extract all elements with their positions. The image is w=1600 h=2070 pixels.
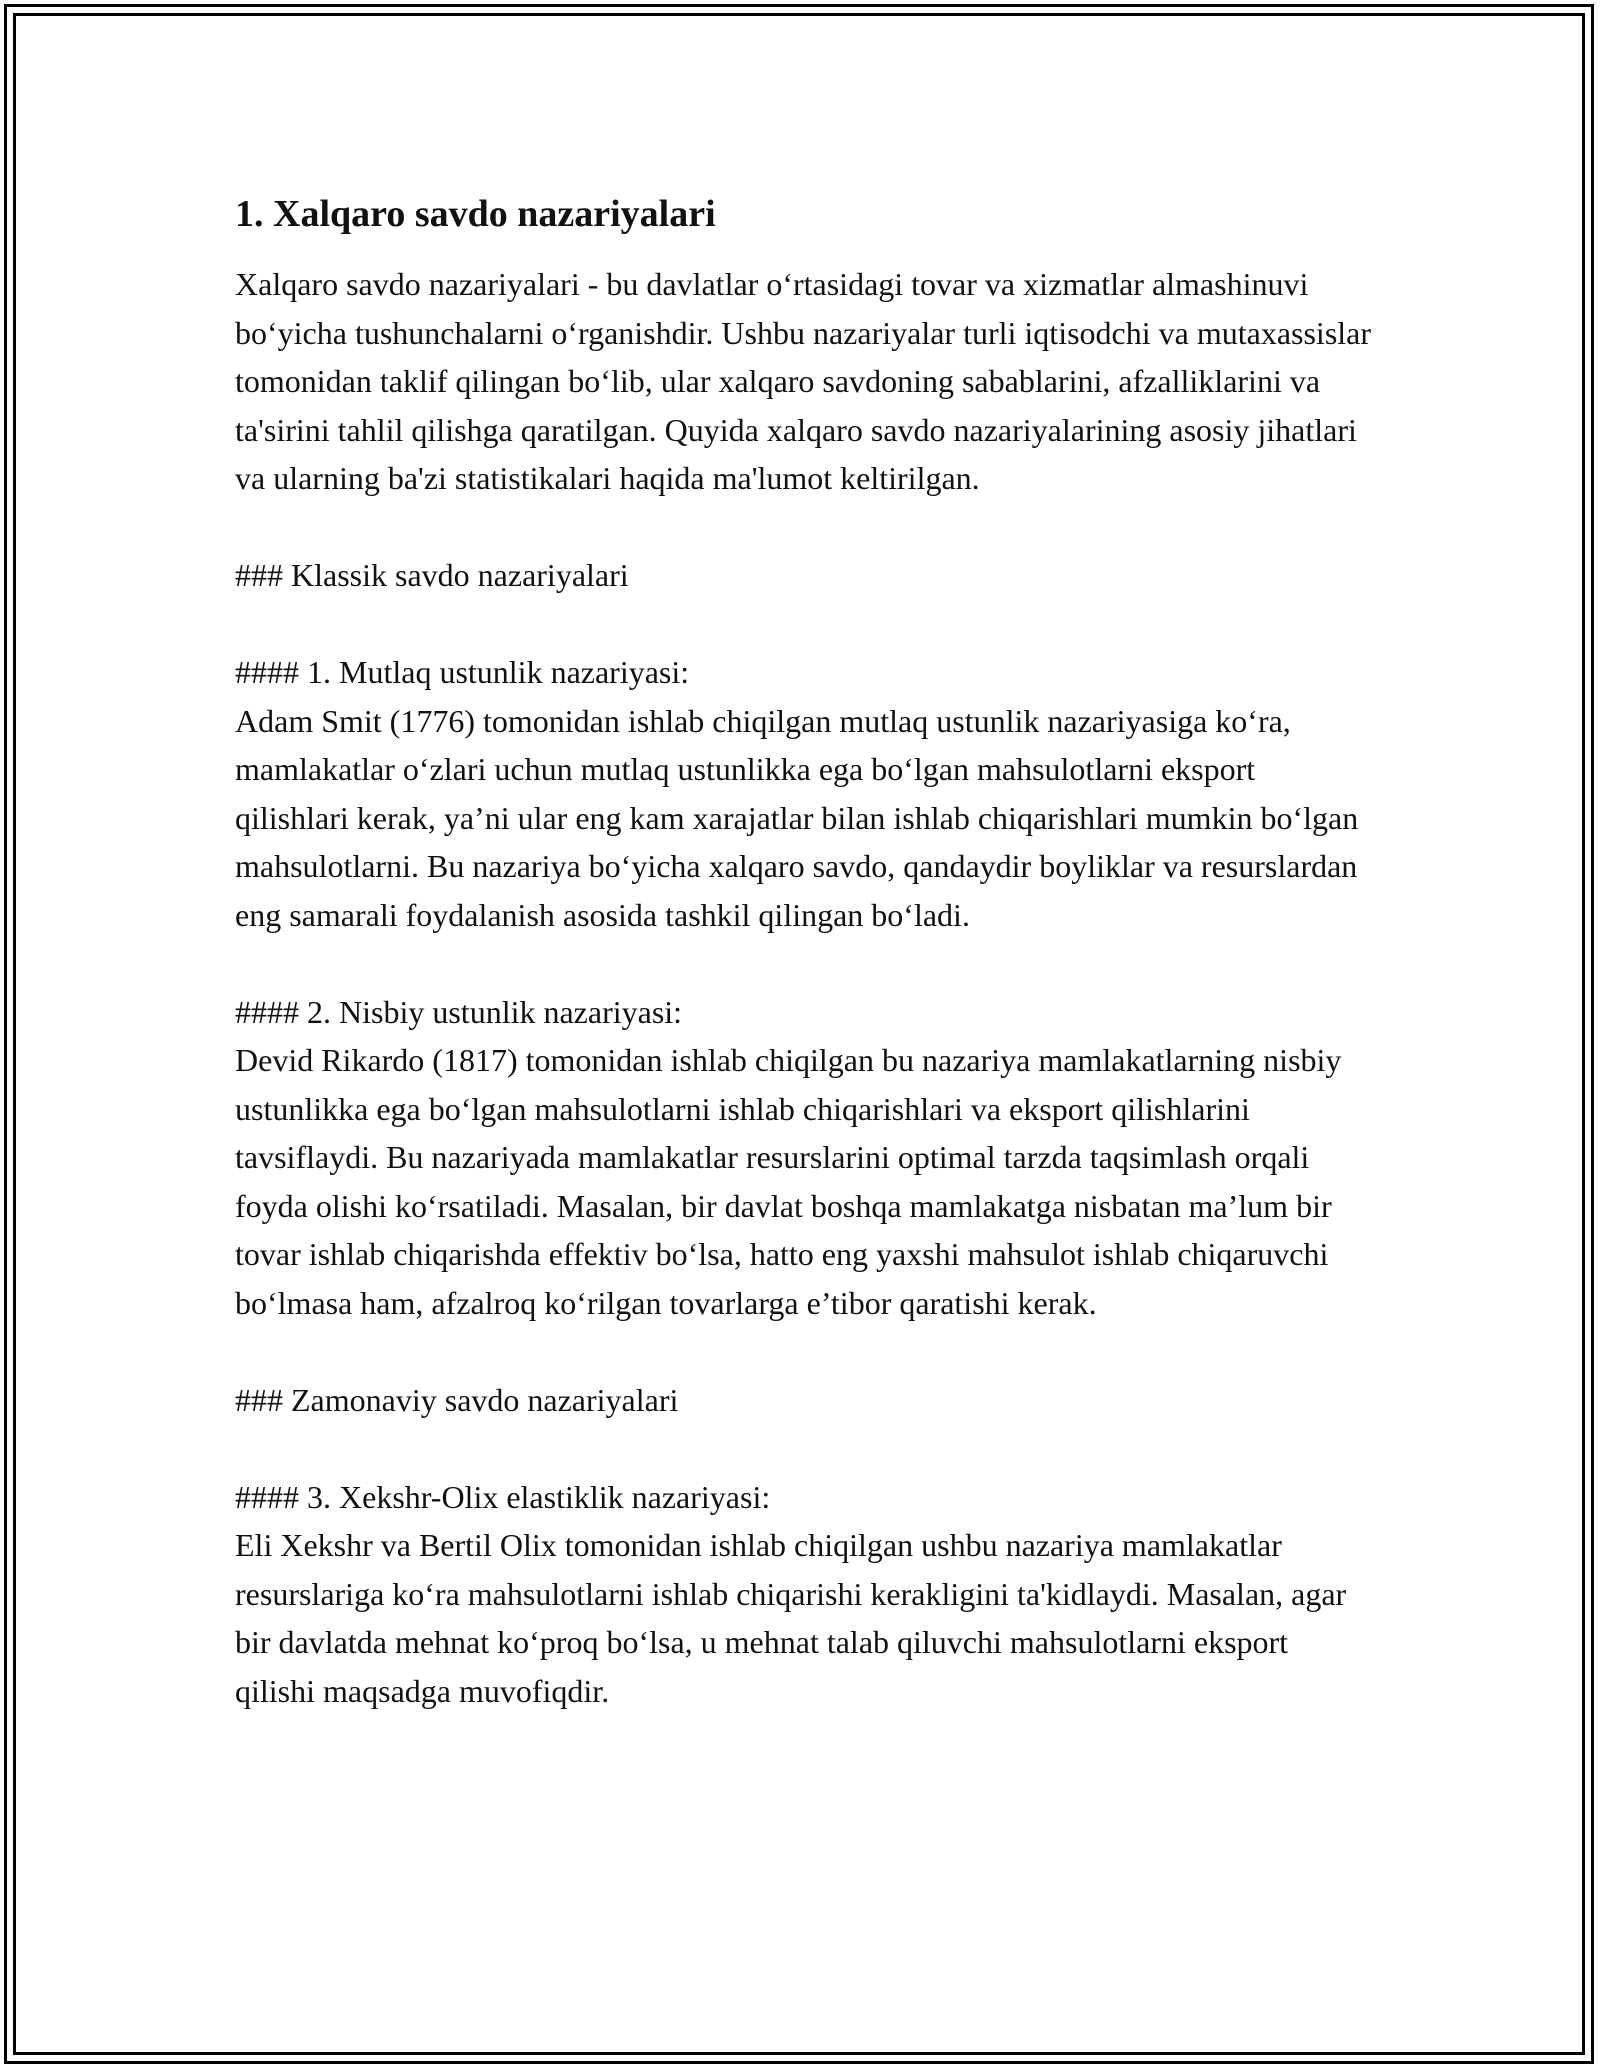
- subsection-body-absolute-advantage: Adam Smit (1776) tomonidan ishlab chiqilgan mutlaq ustunlik nazariyasiga ko‘ra, mamlakatlar o‘zlari uchun mutlaq ustunlikka ega bo‘lgan mahsulotlarni eksport qilishlari kerak, ya’ni ular eng kam xarajatlar bilan ishlab chiqarishlari mumkin bo‘lgan mahsulotlarni. Bu nazariya bo‘yicha xalqaro savdo, qandaydir boyliklar va resurslardan eng samarali foydalanish asosida tashkil qilingan bo‘ladi.: [235, 702, 1359, 933]
- intro-paragraph: Xalqaro savdo nazariyalari - bu davlatlar o‘rtasidagi tovar va xizmatlar almashinuvi bo‘yicha tushunchalarni o‘rganishdir. Ushbu nazariyalar turli iqtisodchi va mutaxassislar tomonidan taklif qilingan bo‘lib, ular xalqaro savdoning sabablarini, afzalliklarini va ta'sirini tahlil qilishga qaratilgan. Quyida xalqaro savdo nazariyalarining asosiy jihatlari va ularning ba'zi statistikalari haqida ma'lumot keltirilgan.: [235, 266, 1372, 496]
- section-heading-modern: ### Zamonaviy savdo nazariyalari: [235, 1381, 679, 1418]
- document-title: 1. Xalqaro savdo nazariyalari: [235, 193, 716, 235]
- subsection-heading-absolute-advantage: #### 1. Mutlaq ustunlik nazariyasi:: [235, 654, 690, 690]
- section-heading-classic: ### Klassik savdo nazariyalari: [235, 557, 629, 593]
- subsection-heading-comparative-advantage: #### 2. Nisbiy ustunlik nazariyasi:: [235, 993, 683, 1030]
- subsection-body-comparative-advantage: Devid Rikardo (1817) tomonidan ishlab chiqilgan bu nazariya mamlakatlarning nisbiy ustunlikka ega bo‘lgan mahsulotlarni ishlab chiqarishlari va eksport qilishlarini tavsiflaydi. Bu nazariyada mamlakatlar resurslarini optimal tarzda taqsimlash orqali foyda olishi ko‘rsatiladi. Masalan, bir davlat boshqa mamlakatga nisbatan ma’lum bir tovar ishlab chiqarishda effektiv bo‘lsa, hatto eng yaxshi mahsulot ishlab chiqaruvchi bo‘lmasa ham, afzalroq ko‘rilgan tovarlarga e’tibor qaratishi kerak.: [235, 1042, 1342, 1321]
- subsection-body-heckscher-ohlin: Eli Xekshr va Bertil Olix tomonidan ishlab chiqilgan ushbu nazariya mamlakatlar resurslariga ko‘ra mahsulotlarni ishlab chiqarishi kerakligini ta'kidlaydi. Masalan, agar bir davlatda mehnat ko‘proq bo‘lsa, u mehnat talab qiluvchi mahsulotlarni eksport qilishi maqsadga muvofiqdir.: [235, 1527, 1347, 1709]
- document-body: [235, 188, 1375, 1764]
- subsection-heading-heckscher-ohlin: #### 3. Xekshr-Olix elastiklik nazariyasi:: [235, 1478, 771, 1515]
